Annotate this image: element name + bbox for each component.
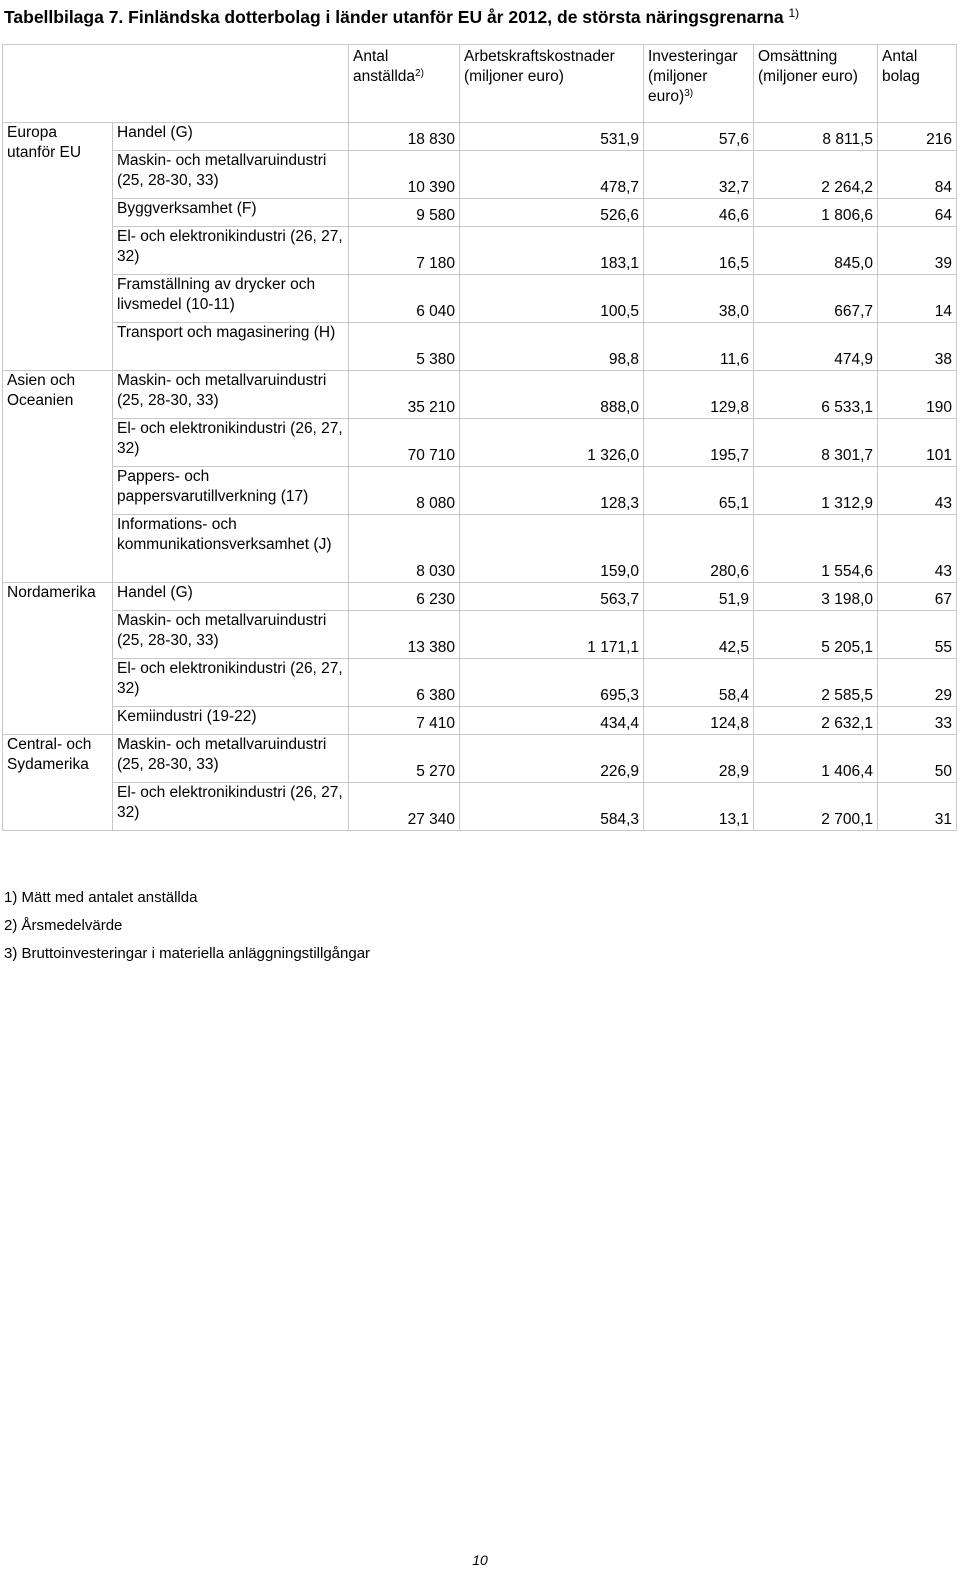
title-footnote-marker: 1) (788, 6, 800, 20)
companies-cell: 33 (878, 707, 957, 735)
footnotes (4, 884, 370, 968)
region-north-america: Nordamerika (3, 583, 113, 735)
investments-cell: 51,9 (644, 583, 754, 611)
companies-cell: 39 (878, 227, 957, 275)
companies-cell: 64 (878, 199, 957, 227)
employees-cell: 6 230 (349, 583, 460, 611)
labour-costs-cell: 888,0 (460, 371, 644, 419)
employees-cell: 70 710 (349, 419, 460, 467)
table-row (3, 707, 957, 735)
table-row (3, 227, 957, 275)
investments-cell: 28,9 (644, 735, 754, 783)
table-row (3, 419, 957, 467)
investments-cell: 280,6 (644, 515, 754, 583)
employees-cell: 7 410 (349, 707, 460, 735)
table-row (3, 583, 957, 611)
header-companies: Antal bolag (878, 45, 957, 123)
companies-cell: 190 (878, 371, 957, 419)
investments-cell: 46,6 (644, 199, 754, 227)
turnover-cell: 8 811,5 (754, 123, 878, 151)
employees-cell: 35 210 (349, 371, 460, 419)
industry-cell: Kemiindustri (19-22) (113, 707, 349, 735)
turnover-cell: 2 632,1 (754, 707, 878, 735)
labour-costs-cell: 226,9 (460, 735, 644, 783)
header-turnover: Omsättning (miljoner euro) (754, 45, 878, 123)
investments-cell: 58,4 (644, 659, 754, 707)
region-europe-outside-eu: Europa utanför EU (3, 123, 113, 371)
industry-cell: El- och elektronikindustri (26, 27, 32) (113, 419, 349, 467)
companies-cell: 50 (878, 735, 957, 783)
labour-costs-cell: 1 326,0 (460, 419, 644, 467)
investments-cell: 42,5 (644, 611, 754, 659)
header-labour-costs: Arbetskraftskostnader (miljoner euro) (460, 45, 644, 123)
investments-cell: 11,6 (644, 323, 754, 371)
employees-cell: 8 030 (349, 515, 460, 583)
industry-cell: Pappers- och pappersvarutillverkning (17) (113, 467, 349, 515)
companies-cell: 29 (878, 659, 957, 707)
labour-costs-cell: 128,3 (460, 467, 644, 515)
investments-cell: 16,5 (644, 227, 754, 275)
investments-cell: 195,7 (644, 419, 754, 467)
turnover-cell: 1 554,6 (754, 515, 878, 583)
industry-cell: El- och elektronikindustri (26, 27, 32) (113, 659, 349, 707)
turnover-cell: 1 806,6 (754, 199, 878, 227)
labour-costs-cell: 563,7 (460, 583, 644, 611)
turnover-cell: 8 301,7 (754, 419, 878, 467)
investments-cell: 124,8 (644, 707, 754, 735)
table-row (3, 659, 957, 707)
labour-costs-cell: 434,4 (460, 707, 644, 735)
region-asia-oceania: Asien och Oceanien (3, 371, 113, 583)
labour-costs-cell: 98,8 (460, 323, 644, 371)
industry-cell: Handel (G) (113, 123, 349, 151)
investments-cell: 57,6 (644, 123, 754, 151)
turnover-cell: 2 264,2 (754, 151, 878, 199)
industry-cell: Transport och magasinering (H) (113, 323, 349, 371)
page-title: Tabellbilaga 7. Finländska dotterbolag i länder utanför EU år 2012, de största näringsgrenarna $^{1)}$ (4, 6, 800, 27)
turnover-cell: 667,7 (754, 275, 878, 323)
employees-cell: 6 380 (349, 659, 460, 707)
turnover-cell: 845,0 (754, 227, 878, 275)
companies-cell: 101 (878, 419, 957, 467)
turnover-cell: 1 312,9 (754, 467, 878, 515)
footnote: 2) Årsmedelvärde (4, 917, 123, 934)
industry-cell: El- och elektronikindustri (26, 27, 32) (113, 783, 349, 831)
investments-cell: 32,7 (644, 151, 754, 199)
industry-cell: Maskin- och metallvaruindustri (25, 28-30, 33) (113, 611, 349, 659)
region-central-south-america: Central- och Sydamerika (3, 735, 113, 831)
table-row (3, 467, 957, 515)
table-row (3, 515, 957, 583)
employees-cell: 27 340 (349, 783, 460, 831)
investments-cell: 129,8 (644, 371, 754, 419)
table-row (3, 199, 957, 227)
table-row (3, 783, 957, 831)
header-employees: Antal anställda$^{2)}$ (349, 45, 460, 123)
employees-cell: 13 380 (349, 611, 460, 659)
labour-costs-cell: 526,6 (460, 199, 644, 227)
investments-cell: 38,0 (644, 275, 754, 323)
companies-cell: 216 (878, 123, 957, 151)
labour-costs-cell: 183,1 (460, 227, 644, 275)
industry-cell: Framställning av drycker och livsmedel (10-11) (113, 275, 349, 323)
labour-costs-cell: 695,3 (460, 659, 644, 707)
companies-cell: 14 (878, 275, 957, 323)
header-blank-cell (3, 45, 349, 123)
table-row (3, 151, 957, 199)
labour-costs-cell: 100,5 (460, 275, 644, 323)
industry-cell: Maskin- och metallvaruindustri (25, 28-30, 33) (113, 735, 349, 783)
footnote: 3) Bruttoinvesteringar i materiella anläggningstillgångar (4, 945, 371, 962)
employees-cell: 5 380 (349, 323, 460, 371)
labour-costs-cell: 1 171,1 (460, 611, 644, 659)
table-row (3, 735, 957, 783)
companies-cell: 84 (878, 151, 957, 199)
turnover-cell: 2 700,1 (754, 783, 878, 831)
table-row (3, 323, 957, 371)
companies-cell: 38 (878, 323, 957, 371)
employees-cell: 5 270 (349, 735, 460, 783)
header-investments: Investeringar (miljoner euro)$^{3)}$ (644, 45, 754, 123)
companies-cell: 43 (878, 515, 957, 583)
companies-cell: 31 (878, 783, 957, 831)
companies-cell: 43 (878, 467, 957, 515)
table-row (3, 123, 957, 151)
employees-cell: 6 040 (349, 275, 460, 323)
table-row (3, 371, 957, 419)
companies-cell: 55 (878, 611, 957, 659)
industry-cell: Maskin- och metallvaruindustri (25, 28-30, 33) (113, 371, 349, 419)
page-number: 10 (472, 1552, 488, 1568)
investments-cell: 13,1 (644, 783, 754, 831)
turnover-cell: 1 406,4 (754, 735, 878, 783)
employees-cell: 18 830 (349, 123, 460, 151)
footnote: 1) Mätt med antalet anställda (4, 889, 198, 906)
labour-costs-cell: 478,7 (460, 151, 644, 199)
industry-cell: Handel (G) (113, 583, 349, 611)
subsidiaries-table (2, 44, 957, 831)
table-header-row (3, 45, 957, 123)
industry-cell: Byggverksamhet (F) (113, 199, 349, 227)
turnover-cell: 3 198,0 (754, 583, 878, 611)
labour-costs-cell: 159,0 (460, 515, 644, 583)
employees-cell: 7 180 (349, 227, 460, 275)
employees-cell: 8 080 (349, 467, 460, 515)
employees-cell: 9 580 (349, 199, 460, 227)
industry-cell: El- och elektronikindustri (26, 27, 32) (113, 227, 349, 275)
turnover-cell: 5 205,1 (754, 611, 878, 659)
employees-cell: 10 390 (349, 151, 460, 199)
companies-cell: 67 (878, 583, 957, 611)
turnover-cell: 6 533,1 (754, 371, 878, 419)
table-row (3, 275, 957, 323)
industry-cell: Maskin- och metallvaruindustri (25, 28-30, 33) (113, 151, 349, 199)
industry-cell: Informations- och kommunikationsverksamhet (J) (113, 515, 349, 583)
labour-costs-cell: 584,3 (460, 783, 644, 831)
labour-costs-cell: 531,9 (460, 123, 644, 151)
turnover-cell: 474,9 (754, 323, 878, 371)
turnover-cell: 2 585,5 (754, 659, 878, 707)
table-row (3, 611, 957, 659)
investments-cell: 65,1 (644, 467, 754, 515)
